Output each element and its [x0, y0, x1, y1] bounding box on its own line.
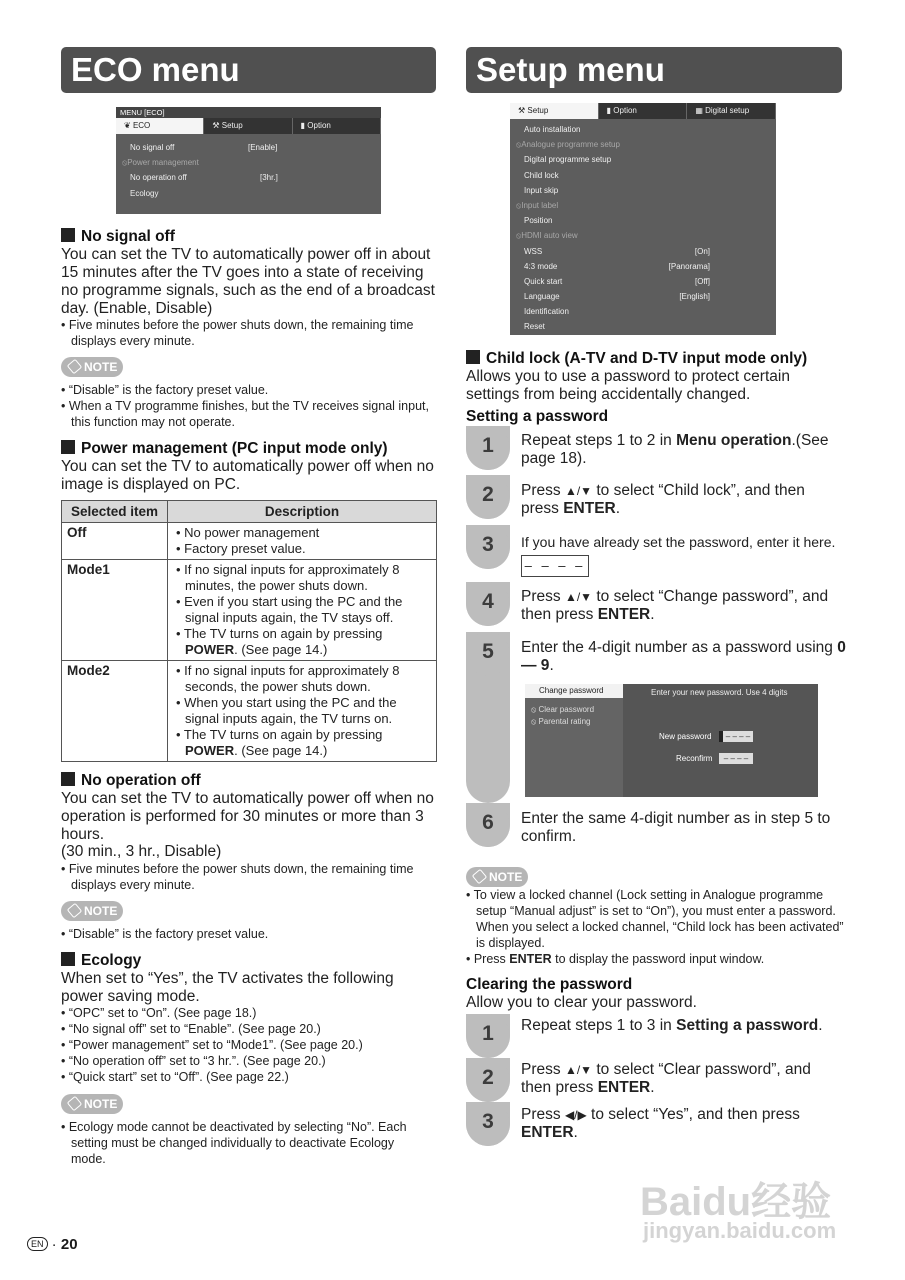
note3-bullet: • Ecology mode cannot be deactivated by selecting “No”. Each setting must be changed individually to deactivate Ecology mode.	[61, 1120, 407, 1166]
setup-row: 4:3 mode [Panorama]	[524, 261, 710, 271]
clear-step-1-text: Repeat steps 1 to 3 in Setting a password.	[521, 1017, 823, 1034]
list-item: • “Power management” set to “Mode1”. (See page 20.)	[61, 1038, 363, 1052]
step-number-4: 4	[466, 582, 510, 626]
disabled-icon: ⦸	[516, 231, 522, 241]
clear-step-number-3: 3	[466, 1102, 510, 1146]
eco-menu-banner: ECO menu	[61, 47, 436, 93]
clear-step-2-text: Press ▲/▼ to select “Clear password”, and then press ENTER.	[521, 1061, 811, 1096]
pencil-icon	[472, 869, 487, 884]
note1-bullet-1: • “Disable” is the factory preset value.	[61, 383, 269, 397]
note1-bullet-2: • When a TV programme finishes, but the TV receives signal input, this function may not operate.	[61, 399, 429, 429]
eco-tab-setup: ⚒ Setup	[204, 118, 292, 134]
wrench-icon: ⚒	[518, 106, 528, 115]
setup-row: ⦸HDMI auto view	[516, 231, 578, 241]
note-badge-2: NOTE	[61, 901, 123, 921]
setup-row: Quick start [Off]	[524, 276, 710, 286]
note-badge-4: NOTE	[466, 867, 528, 887]
eco-tab-option: ▮ Option	[293, 118, 381, 134]
ecology-body: When set to “Yes”, the TV activates the following power saving mode.	[61, 970, 394, 1005]
no-signal-off-heading: No signal off	[61, 228, 175, 246]
disabled-icon: ⦸	[122, 158, 128, 168]
note4-bullet-2: • Press ENTER to display the password input window.	[466, 952, 765, 966]
setup-row: Language [English]	[524, 292, 710, 302]
clear-password-item: ⦸ Clear password	[531, 705, 595, 714]
eco-tab-eco: ❦ ECO	[116, 118, 204, 134]
setup-row: WSS [On]	[524, 246, 710, 256]
step-5-text: Enter the 4-digit number as a password using 0 — 9.	[521, 639, 846, 674]
clearing-password-heading: Clearing the password	[466, 976, 633, 993]
setup-screen-tabs	[510, 103, 776, 119]
pencil-icon	[67, 903, 82, 918]
change-password-sidebar	[525, 684, 623, 797]
reconfirm-field: – – – –	[719, 753, 753, 764]
step-4-text: Press ▲/▼ to select “Change password”, and then press ENTER.	[521, 588, 829, 623]
no-signal-off-body: You can set the TV to automatically power off in about 15 minutes after the TV goes into a state of receiving no programme signals, such as the end of a broadcast day. (Enable, Disable)	[61, 246, 435, 317]
note-badge-1: NOTE	[61, 357, 123, 377]
change-password-screen	[525, 684, 818, 797]
digital-icon: ▦	[695, 106, 706, 115]
new-password-label: New password	[659, 732, 712, 741]
eco-screen-header: MENU [ECO]	[116, 107, 381, 118]
setup-menu-screen	[510, 103, 776, 335]
reconfirm-label: Reconfirm	[676, 754, 713, 763]
table-row: Mode2 • If no signal inputs for approximately 8 seconds, the power shuts down. • When you start using the PC and the signal inputs again, the TV turns on. • The TV turns on again by pressing POWER. (See page 14.)	[62, 661, 437, 762]
eco-row-power-management: ⦸Power management	[122, 158, 199, 168]
power-management-table	[61, 500, 437, 762]
eco-row-no-operation-off: No operation off [3hr.]	[130, 173, 278, 183]
change-password-item: Change password	[525, 684, 623, 698]
watermark-url: jingyan.baidu.com	[643, 1218, 837, 1243]
page-footer: EN · 20	[27, 1236, 78, 1253]
eco-row-ecology: Ecology	[130, 188, 159, 198]
leaf-icon: ❦	[124, 121, 133, 130]
child-lock-heading: Child lock (A-TV and D-TV input mode only)	[466, 350, 807, 368]
eco-menu-screen	[116, 107, 381, 214]
no-operation-off-options: (30 min., 3 hr., Disable)	[61, 843, 222, 860]
step-number-1: 1	[466, 426, 510, 470]
note-badge-3: NOTE	[61, 1094, 123, 1114]
option-icon: ▮	[606, 106, 614, 115]
child-lock-body: Allows you to use a password to protect certain settings from being accidentally changed.	[466, 368, 790, 403]
eco-screen-tabs	[116, 118, 381, 134]
disabled-icon: ⦸	[516, 140, 522, 150]
clearing-password-body: Allow you to clear your password.	[466, 994, 697, 1011]
step-number-6: 6	[466, 803, 510, 847]
table-row: Mode1 • If no signal inputs for approximately 8 minutes, the power shuts down. • Even if you start using the PC and the signal inputs again, the TV stays off. • The TV turns on again by pressing POWER. (See page 14.)	[62, 560, 437, 661]
language-badge: EN	[27, 1237, 48, 1251]
list-item: • “OPC” set to “On”. (See page 18.)	[61, 1006, 257, 1020]
list-item: • “No signal off” set to “Enable”. (See page 20.)	[61, 1022, 321, 1036]
parental-rating-item: ⦸ Parental rating	[531, 717, 591, 726]
disabled-icon: ⦸	[531, 705, 539, 714]
setup-row: ⦸Analogue programme setup	[516, 140, 620, 150]
list-item: • “No operation off” set to “3 hr.”. (See page 20.)	[61, 1054, 326, 1068]
watermark-logo: Baidu经验	[640, 1180, 832, 1224]
step-number-5: 5	[466, 632, 510, 803]
setup-row: Reset	[524, 322, 545, 332]
step-3-text: If you have already set the password, enter it here.	[521, 534, 836, 550]
table-header-selected-item: Selected item	[62, 501, 168, 523]
step-number-3: 3	[466, 525, 510, 569]
step-6-text: Enter the same 4-digit number as in step 5 to confirm.	[521, 810, 831, 845]
setup-tab-option: ▮ Option	[599, 103, 688, 119]
ecology-heading: Ecology	[61, 952, 141, 970]
eco-row-no-signal-off: No signal off [Enable]	[130, 143, 278, 152]
step-number-2: 2	[466, 475, 510, 519]
setting-password-heading: Setting a password	[466, 408, 609, 425]
disabled-icon: ⦸	[516, 200, 522, 210]
ecology-bullets	[61, 1005, 431, 1085]
no-operation-off-heading: No operation off	[61, 772, 201, 790]
setup-row: Identification	[524, 307, 569, 317]
no-operation-off-bullet: • Five minutes before the power shuts down, the remaining time displays every minute.	[61, 862, 414, 892]
option-icon: ▮	[300, 121, 308, 130]
page-number: 20	[60, 1236, 78, 1253]
change-password-prompt: Enter your new password. Use 4 digits	[651, 688, 788, 697]
clear-step-number-1: 1	[466, 1014, 510, 1058]
setup-row: Digital programme setup	[524, 155, 612, 165]
new-password-field: – – – –	[719, 731, 753, 742]
pencil-icon	[67, 1096, 82, 1111]
wrench-icon: ⚒	[212, 121, 222, 130]
note2-bullet: • “Disable” is the factory preset value.	[61, 927, 269, 941]
setup-row: Position	[524, 216, 553, 226]
table-header-description: Description	[168, 501, 437, 523]
no-operation-off-body: You can set the TV to automatically power off when no operation is performed for 30 minutes or more than 3 hours.	[61, 790, 434, 843]
setup-row: Input skip	[524, 185, 559, 195]
password-box: – – – –	[521, 555, 589, 577]
setup-row: Child lock	[524, 170, 559, 180]
step-2-text: Press ▲/▼ to select “Child lock”, and then press ENTER.	[521, 482, 805, 517]
note4-bullet-1: • To view a locked channel (Lock setting in Analogue programme setup “Manual adjust” is set to “On”), you must enter a password. When you select a locked channel, “Child lock has been activated” is displayed.	[466, 888, 844, 950]
pencil-icon	[67, 359, 82, 374]
step-1-text: Repeat steps 1 to 2 in Menu operation.(See page 18).	[521, 432, 829, 467]
setup-tab-digital-setup: ▦ Digital setup	[687, 103, 776, 119]
clear-step-3-text: Press ◀/▶ to select “Yes”, and then press ENTER.	[521, 1106, 800, 1141]
power-management-heading: Power management (PC input mode only)	[61, 440, 388, 458]
no-signal-off-bullet: • Five minutes before the power shuts down, the remaining time displays every minute.	[61, 318, 414, 348]
clear-step-number-2: 2	[466, 1058, 510, 1102]
setup-row: ⦸Input label	[516, 200, 559, 210]
list-item: • “Quick start” set to “Off”. (See page 22.)	[61, 1070, 289, 1084]
setup-tab-setup: ⚒ Setup	[510, 103, 599, 119]
disabled-icon: ⦸	[531, 717, 539, 726]
table-row: Off • No power management • Factory preset value.	[62, 523, 437, 560]
setup-row: Auto installation	[524, 125, 581, 134]
setup-menu-banner: Setup menu	[466, 47, 842, 93]
power-management-body: You can set the TV to automatically power off when no image is displayed on PC.	[61, 458, 434, 493]
